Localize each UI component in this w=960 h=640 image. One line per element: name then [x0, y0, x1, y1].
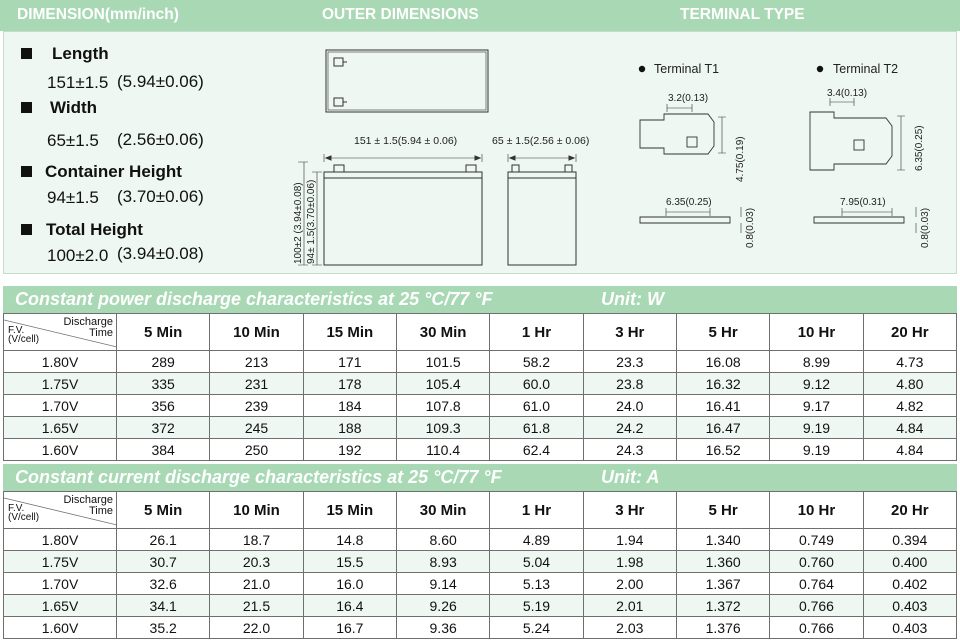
- value-cell: 107.8: [396, 395, 489, 417]
- value-cell: 0.764: [770, 573, 863, 595]
- column-header: 3 Hr: [583, 314, 676, 351]
- value-cell: 8.60: [396, 529, 489, 551]
- value-cell: 24.3: [583, 439, 676, 461]
- terminal-t2-thickness-label: 0.8(0.03): [920, 207, 931, 248]
- value-cell: 26.1: [117, 529, 210, 551]
- power-table-title: Constant power discharge characteristics at 25 °C/77 °F: [15, 289, 493, 309]
- value-cell: 32.6: [117, 573, 210, 595]
- corner-vcell-label: (V/cell): [8, 334, 40, 345]
- value-cell: 21.5: [210, 595, 303, 617]
- value-cell: 1.372: [676, 595, 769, 617]
- value-cell: 24.0: [583, 395, 676, 417]
- value-cell: 4.89: [490, 529, 583, 551]
- final-voltage-cell: 1.80V: [4, 351, 117, 373]
- table-row: [4, 439, 957, 461]
- value-cell: 4.84: [863, 439, 956, 461]
- value-cell: 110.4: [396, 439, 489, 461]
- value-cell: 1.360: [676, 551, 769, 573]
- value-cell: 178: [303, 373, 396, 395]
- current-discharge-table: [3, 491, 957, 639]
- value-cell: 16.41: [676, 395, 769, 417]
- value-cell: 5.13: [490, 573, 583, 595]
- value-cell: 1.98: [583, 551, 676, 573]
- value-cell: 1.94: [583, 529, 676, 551]
- terminal-t1-label: Terminal T1: [654, 62, 720, 76]
- length-in: (5.94±0.06): [117, 72, 204, 91]
- corner-fv-label: F.V.: [8, 325, 25, 336]
- value-cell: 372: [117, 417, 210, 439]
- column-header: 1 Hr: [490, 314, 583, 351]
- value-cell: 0.766: [770, 617, 863, 639]
- length-title: Length: [52, 44, 109, 63]
- value-cell: 18.7: [210, 529, 303, 551]
- value-cell: 2.00: [583, 573, 676, 595]
- final-voltage-cell: 1.65V: [4, 417, 117, 439]
- container-height-title: Container Height: [45, 162, 182, 181]
- terminal-t2-bullet-icon: [817, 66, 823, 72]
- value-cell: 0.749: [770, 529, 863, 551]
- value-cell: 2.03: [583, 617, 676, 639]
- total-height-mm: 100±2.0: [47, 246, 109, 265]
- total-height-dimension-label: 100±2 (3.94±0.08): [293, 182, 304, 264]
- value-cell: 9.12: [770, 373, 863, 395]
- battery-top-view: [326, 50, 488, 112]
- length-mm: 151±1.5: [47, 73, 109, 92]
- value-cell: 9.36: [396, 617, 489, 639]
- value-cell: 16.0: [303, 573, 396, 595]
- value-cell: 23.8: [583, 373, 676, 395]
- value-cell: 23.3: [583, 351, 676, 373]
- value-cell: 245: [210, 417, 303, 439]
- value-cell: 1.367: [676, 573, 769, 595]
- corner-discharge-label: Discharge: [63, 316, 113, 328]
- terminal-t2-drawing: [810, 98, 916, 233]
- column-header: 5 Hr: [676, 314, 769, 351]
- value-cell: 171: [303, 351, 396, 373]
- corner-time-label: Time: [88, 327, 113, 339]
- value-cell: 16.7: [303, 617, 396, 639]
- value-cell: 356: [117, 395, 210, 417]
- dimension-panel: [3, 31, 957, 274]
- value-cell: 231: [210, 373, 303, 395]
- value-cell: 0.402: [863, 573, 956, 595]
- value-cell: 9.19: [770, 439, 863, 461]
- terminal-t1-bullet-icon: [639, 66, 645, 72]
- container-height-mm: 94±1.5: [47, 188, 99, 207]
- value-cell: 15.5: [303, 551, 396, 573]
- table-row: [4, 617, 957, 639]
- value-cell: 24.2: [583, 417, 676, 439]
- column-header: 30 Min: [396, 314, 489, 351]
- value-cell: 109.3: [396, 417, 489, 439]
- column-header: 1 Hr: [490, 492, 583, 529]
- dimension-header-bar: [0, 0, 960, 31]
- corner-vcell-label: (V/cell): [8, 512, 40, 523]
- table-row: [4, 595, 957, 617]
- terminal-type-heading: TERMINAL TYPE: [680, 6, 805, 23]
- value-cell: 2.01: [583, 595, 676, 617]
- value-cell: 4.82: [863, 395, 956, 417]
- value-cell: 0.394: [863, 529, 956, 551]
- table-row: [4, 551, 957, 573]
- value-cell: 16.32: [676, 373, 769, 395]
- value-cell: 1.340: [676, 529, 769, 551]
- current-table-title: Constant current discharge characteristics at 25 °C/77 °F: [15, 467, 502, 487]
- column-header: 20 Hr: [863, 314, 956, 351]
- value-cell: 0.403: [863, 617, 956, 639]
- table-row: [4, 529, 957, 551]
- value-cell: 8.93: [396, 551, 489, 573]
- value-cell: 16.52: [676, 439, 769, 461]
- column-header: 5 Hr: [676, 492, 769, 529]
- column-header: 10 Min: [210, 314, 303, 351]
- final-voltage-cell: 1.65V: [4, 595, 117, 617]
- value-cell: 5.24: [490, 617, 583, 639]
- final-voltage-cell: 1.70V: [4, 395, 117, 417]
- column-header: 10 Hr: [770, 314, 863, 351]
- total-height-title: Total Height: [46, 220, 143, 239]
- value-cell: 0.400: [863, 551, 956, 573]
- column-header: 15 Min: [303, 492, 396, 529]
- value-cell: 335: [117, 373, 210, 395]
- value-cell: 35.2: [117, 617, 210, 639]
- value-cell: 20.3: [210, 551, 303, 573]
- width-in: (2.56±0.06): [117, 130, 204, 149]
- battery-side-view: [508, 154, 576, 265]
- table-header-row: [4, 314, 957, 351]
- value-cell: 9.14: [396, 573, 489, 595]
- column-header: 10 Hr: [770, 492, 863, 529]
- value-cell: 105.4: [396, 373, 489, 395]
- power-table-title-bar: [3, 286, 957, 313]
- current-table-title-bar: [3, 464, 957, 491]
- value-cell: 8.99: [770, 351, 863, 373]
- column-header: 10 Min: [210, 492, 303, 529]
- width-dimension-label: 65 ± 1.5(2.56 ± 0.06): [492, 135, 590, 147]
- battery-front-view: [324, 154, 482, 265]
- value-cell: 1.376: [676, 617, 769, 639]
- corner-discharge-label: Discharge: [63, 494, 113, 506]
- value-cell: 101.5: [396, 351, 489, 373]
- terminal-t2-height-label: 6.35(0.25): [914, 125, 925, 171]
- container-height-in: (3.70±0.06): [117, 187, 204, 206]
- table-row: [4, 351, 957, 373]
- dimension-heading: DIMENSION(mm/inch): [17, 6, 179, 23]
- value-cell: 61.0: [490, 395, 583, 417]
- value-cell: 188: [303, 417, 396, 439]
- value-cell: 22.0: [210, 617, 303, 639]
- value-cell: 384: [117, 439, 210, 461]
- column-header: 3 Hr: [583, 492, 676, 529]
- column-header: 15 Min: [303, 314, 396, 351]
- value-cell: 289: [117, 351, 210, 373]
- table-row: [4, 417, 957, 439]
- table-header-row: [4, 492, 957, 529]
- value-cell: 62.4: [490, 439, 583, 461]
- value-cell: 60.0: [490, 373, 583, 395]
- value-cell: 0.403: [863, 595, 956, 617]
- value-cell: 34.1: [117, 595, 210, 617]
- power-table-unit: Unit: W: [601, 289, 664, 309]
- column-header: 5 Min: [117, 492, 210, 529]
- value-cell: 61.8: [490, 417, 583, 439]
- corner-fv-label: F.V.: [8, 503, 25, 514]
- value-cell: 9.26: [396, 595, 489, 617]
- value-cell: 58.2: [490, 351, 583, 373]
- final-voltage-cell: 1.60V: [4, 439, 117, 461]
- value-cell: 5.19: [490, 595, 583, 617]
- width-mm: 65±1.5: [47, 131, 99, 150]
- terminal-t2-label: Terminal T2: [833, 62, 899, 76]
- value-cell: 4.80: [863, 373, 956, 395]
- table-row: [4, 373, 957, 395]
- table-row: [4, 573, 957, 595]
- terminal-t2-width-label: 3.4(0.13): [827, 88, 868, 99]
- final-voltage-cell: 1.80V: [4, 529, 117, 551]
- value-cell: 213: [210, 351, 303, 373]
- total-height-in: (3.94±0.08): [117, 244, 204, 263]
- current-table-unit: Unit: A: [601, 467, 660, 487]
- value-cell: 14.8: [303, 529, 396, 551]
- value-cell: 5.04: [490, 551, 583, 573]
- value-cell: 250: [210, 439, 303, 461]
- column-header: 30 Min: [396, 492, 489, 529]
- value-cell: 0.760: [770, 551, 863, 573]
- corner-time-label: Time: [88, 505, 113, 517]
- value-cell: 184: [303, 395, 396, 417]
- table-corner-cell: [4, 492, 117, 529]
- table-corner-cell: [4, 314, 117, 351]
- value-cell: 16.08: [676, 351, 769, 373]
- value-cell: 21.0: [210, 573, 303, 595]
- value-cell: 4.73: [863, 351, 956, 373]
- table-row: [4, 395, 957, 417]
- terminal-t1-thickness-label: 0.8(0.03): [745, 207, 756, 248]
- container-height-dimension-label: 94± 1.5(3.70±0.06): [306, 179, 317, 264]
- length-dimension-label: 151 ± 1.5(5.94 ± 0.06): [354, 135, 458, 147]
- value-cell: 192: [303, 439, 396, 461]
- outer-dimensions-heading: OUTER DIMENSIONS: [322, 6, 479, 23]
- value-cell: 30.7: [117, 551, 210, 573]
- column-header: 5 Min: [117, 314, 210, 351]
- final-voltage-cell: 1.75V: [4, 373, 117, 395]
- value-cell: 16.4: [303, 595, 396, 617]
- value-cell: 9.19: [770, 417, 863, 439]
- width-title: Width: [50, 98, 98, 117]
- terminal-t1-base-label: 6.35(0.25): [666, 197, 712, 208]
- outline-drawing: [4, 32, 958, 275]
- terminal-t1-width-label: 3.2(0.13): [668, 93, 709, 104]
- value-cell: 4.84: [863, 417, 956, 439]
- final-voltage-cell: 1.60V: [4, 617, 117, 639]
- value-cell: 9.17: [770, 395, 863, 417]
- value-cell: 0.766: [770, 595, 863, 617]
- terminal-t1-drawing: [640, 104, 741, 233]
- terminal-t2-base-label: 7.95(0.31): [840, 197, 886, 208]
- terminal-t1-height-label: 4.75(0.19): [735, 136, 746, 182]
- final-voltage-cell: 1.70V: [4, 573, 117, 595]
- final-voltage-cell: 1.75V: [4, 551, 117, 573]
- value-cell: 16.47: [676, 417, 769, 439]
- power-discharge-table: [3, 313, 957, 461]
- column-header: 20 Hr: [863, 492, 956, 529]
- value-cell: 239: [210, 395, 303, 417]
